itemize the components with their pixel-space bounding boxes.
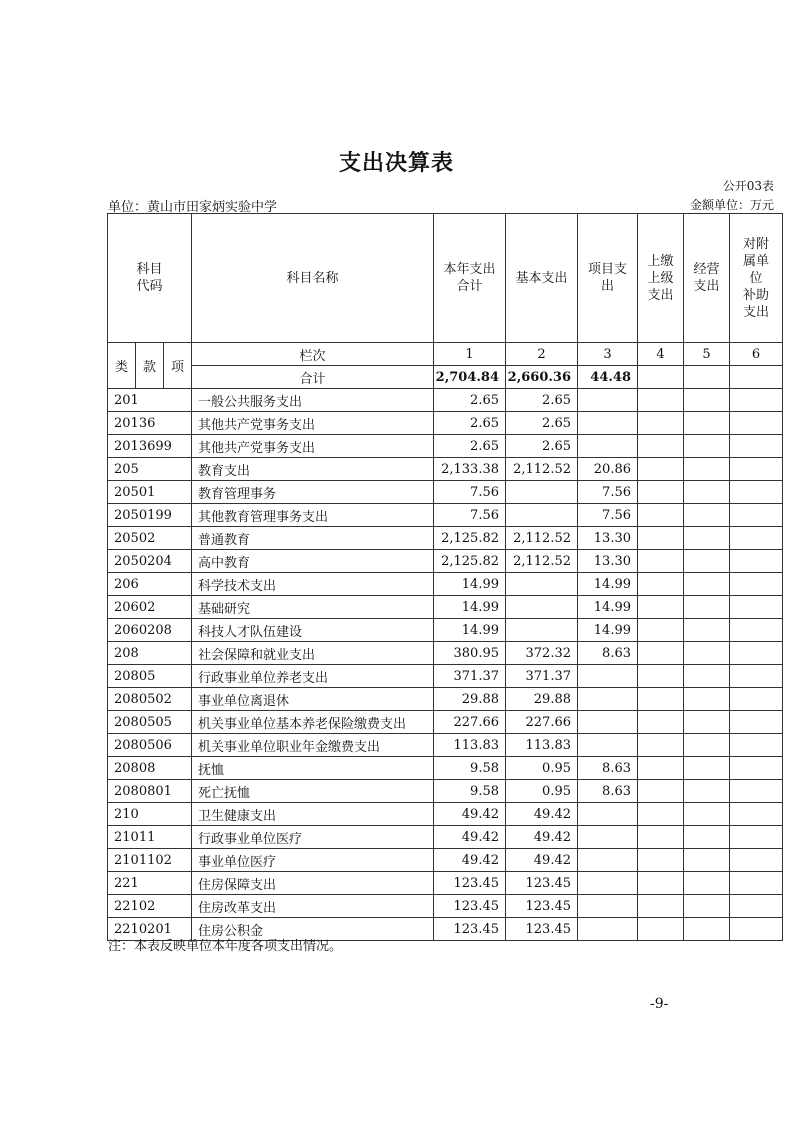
- header-operate-text: 经营 支出: [693, 262, 720, 294]
- row-subsidy: [730, 642, 783, 665]
- row-total: 29.88: [434, 688, 506, 711]
- row-total: 49.42: [434, 826, 506, 849]
- row-subsidy: [730, 688, 783, 711]
- row-name: 社会保障和就业支出: [192, 642, 434, 665]
- row-basic: [506, 481, 578, 504]
- row-basic: [506, 619, 578, 642]
- row-subsidy: [730, 504, 783, 527]
- xiang-label: 项: [164, 343, 192, 389]
- row-total: 9.58: [434, 780, 506, 803]
- row-basic: 2.65: [506, 389, 578, 412]
- row-operate: [684, 458, 730, 481]
- row-total: 7.56: [434, 504, 506, 527]
- col-num-1: 1: [434, 343, 506, 366]
- row-project: 8.63: [578, 780, 638, 803]
- row-remit: [638, 435, 684, 458]
- row-name: 高中教育: [192, 550, 434, 573]
- row-code: 2210201: [108, 918, 192, 941]
- header-basic: 基本支出: [506, 214, 578, 343]
- row-remit: [638, 550, 684, 573]
- row-project: 20.86: [578, 458, 638, 481]
- row-project: [578, 688, 638, 711]
- row-operate: [684, 665, 730, 688]
- row-name: 住房改革支出: [192, 895, 434, 918]
- row-code: 201: [108, 389, 192, 412]
- row-project: [578, 711, 638, 734]
- row-code: 2013699: [108, 435, 192, 458]
- row-subsidy: [730, 619, 783, 642]
- row-subsidy: [730, 918, 783, 941]
- amount-unit: 金额单位：万元: [689, 198, 774, 212]
- row-code: 2080502: [108, 688, 192, 711]
- row-remit: [638, 803, 684, 826]
- row-remit: [638, 757, 684, 780]
- row-code: 21011: [108, 826, 192, 849]
- row-total: 123.45: [434, 872, 506, 895]
- row-basic: 49.42: [506, 803, 578, 826]
- row-basic: 227.66: [506, 711, 578, 734]
- header-project-text: 项目支 出: [587, 262, 627, 294]
- row-name: 其他共产党事务支出: [192, 412, 434, 435]
- row-project: 13.30: [578, 527, 638, 550]
- row-subsidy: [730, 458, 783, 481]
- row-basic: [506, 573, 578, 596]
- row-name: 行政事业单位医疗: [192, 826, 434, 849]
- row-project: [578, 389, 638, 412]
- row-subsidy: [730, 412, 783, 435]
- col-num-4: 4: [638, 343, 684, 366]
- row-total: 2,133.38: [434, 458, 506, 481]
- row-code: 2050204: [108, 550, 192, 573]
- row-name: 基础研究: [192, 596, 434, 619]
- row-project: 13.30: [578, 550, 638, 573]
- row-subsidy: [730, 780, 783, 803]
- row-total: 380.95: [434, 642, 506, 665]
- row-remit: [638, 642, 684, 665]
- table-row: [108, 734, 783, 757]
- row-operate: [684, 481, 730, 504]
- row-project: [578, 734, 638, 757]
- total-label: 合计: [192, 366, 434, 389]
- row-subsidy: [730, 596, 783, 619]
- row-subsidy: [730, 849, 783, 872]
- row-project: [578, 918, 638, 941]
- row-project: [578, 872, 638, 895]
- row-name: 其他教育管理事务支出: [192, 504, 434, 527]
- table-row: [108, 688, 783, 711]
- row-remit: [638, 573, 684, 596]
- row-name: 其他共产党事务支出: [192, 435, 434, 458]
- row-basic: 2,112.52: [506, 527, 578, 550]
- table-row: [108, 803, 783, 826]
- row-subsidy: [730, 389, 783, 412]
- row-code: 20805: [108, 665, 192, 688]
- row-basic: [506, 504, 578, 527]
- row-project: 14.99: [578, 573, 638, 596]
- header-operate: [684, 214, 730, 343]
- row-project: 8.63: [578, 642, 638, 665]
- row-subsidy: [730, 435, 783, 458]
- table-row: [108, 458, 783, 481]
- table-row: [108, 481, 783, 504]
- row-basic: 123.45: [506, 895, 578, 918]
- table-row: [108, 596, 783, 619]
- row-total: 371.37: [434, 665, 506, 688]
- row-subsidy: [730, 734, 783, 757]
- row-operate: [684, 642, 730, 665]
- row-remit: [638, 596, 684, 619]
- row-code: 206: [108, 573, 192, 596]
- table-row: [108, 826, 783, 849]
- row-subsidy: [730, 872, 783, 895]
- row-operate: [684, 527, 730, 550]
- row-operate: [684, 803, 730, 826]
- row-operate: [684, 688, 730, 711]
- row-name: 住房公积金: [192, 918, 434, 941]
- col-num-5: 5: [684, 343, 730, 366]
- row-operate: [684, 734, 730, 757]
- row-subsidy: [730, 550, 783, 573]
- total-value-5: [684, 366, 730, 389]
- row-basic: 2,112.52: [506, 458, 578, 481]
- row-remit: [638, 849, 684, 872]
- total-value-3: 44.48: [578, 366, 638, 389]
- row-name: 机关事业单位职业年金缴费支出: [192, 734, 434, 757]
- row-remit: [638, 504, 684, 527]
- row-basic: [506, 596, 578, 619]
- table-row: [108, 665, 783, 688]
- table-row: [108, 757, 783, 780]
- table-row: [108, 527, 783, 550]
- row-remit: [638, 389, 684, 412]
- row-code: 2080505: [108, 711, 192, 734]
- row-basic: 113.83: [506, 734, 578, 757]
- row-code: 22102: [108, 895, 192, 918]
- row-name: 住房保障支出: [192, 872, 434, 895]
- header-subject-code: [108, 214, 192, 343]
- row-remit: [638, 481, 684, 504]
- table-row: [108, 642, 783, 665]
- row-project: [578, 665, 638, 688]
- row-code: 221: [108, 872, 192, 895]
- row-remit: [638, 711, 684, 734]
- row-basic: 49.42: [506, 826, 578, 849]
- table-row: [108, 435, 783, 458]
- row-subsidy: [730, 665, 783, 688]
- row-operate: [684, 711, 730, 734]
- row-name: 事业单位离退休: [192, 688, 434, 711]
- page-number: -9-: [650, 996, 669, 1012]
- row-project: 8.63: [578, 757, 638, 780]
- row-subsidy: [730, 481, 783, 504]
- row-name: 卫生健康支出: [192, 803, 434, 826]
- table-note: 注：本表反映单位本年度各项支出情况。: [108, 939, 343, 954]
- total-row: [108, 366, 783, 389]
- reporting-unit: 单位：黄山市田家炳实验中学: [108, 200, 278, 215]
- row-basic: 123.45: [506, 918, 578, 941]
- row-name: 抚恤: [192, 757, 434, 780]
- row-project: [578, 435, 638, 458]
- row-operate: [684, 389, 730, 412]
- row-code: 20808: [108, 757, 192, 780]
- row-project: [578, 895, 638, 918]
- row-operate: [684, 757, 730, 780]
- header-project: [578, 214, 638, 343]
- row-operate: [684, 849, 730, 872]
- row-project: 7.56: [578, 481, 638, 504]
- row-code: 20501: [108, 481, 192, 504]
- header-remit-text: 上缴 上级 支出: [647, 253, 674, 303]
- row-subsidy: [730, 757, 783, 780]
- row-basic: 2.65: [506, 412, 578, 435]
- col-num-6: 6: [730, 343, 783, 366]
- header-total-text: 本年支出 合计: [443, 262, 496, 294]
- row-operate: [684, 918, 730, 941]
- row-name: 教育支出: [192, 458, 434, 481]
- row-total: 123.45: [434, 918, 506, 941]
- row-total: 14.99: [434, 573, 506, 596]
- row-name: 行政事业单位养老支出: [192, 665, 434, 688]
- row-name: 普通教育: [192, 527, 434, 550]
- row-operate: [684, 780, 730, 803]
- total-value-2: 2,660.36: [506, 366, 578, 389]
- row-operate: [684, 895, 730, 918]
- col-num-3: 3: [578, 343, 638, 366]
- col-num-2: 2: [506, 343, 578, 366]
- row-project: 14.99: [578, 619, 638, 642]
- row-code: 208: [108, 642, 192, 665]
- row-remit: [638, 665, 684, 688]
- row-project: [578, 826, 638, 849]
- header-code-text: 科目 代码: [136, 262, 163, 294]
- row-code: 20602: [108, 596, 192, 619]
- column-label: 栏次: [192, 343, 434, 366]
- row-basic: 29.88: [506, 688, 578, 711]
- column-number-row: [108, 343, 783, 366]
- row-code: 2080506: [108, 734, 192, 757]
- row-basic: 2.65: [506, 435, 578, 458]
- header-row: [108, 214, 783, 343]
- table-row: [108, 573, 783, 596]
- row-operate: [684, 504, 730, 527]
- row-code: 2101102: [108, 849, 192, 872]
- row-name: 死亡抚恤: [192, 780, 434, 803]
- row-subsidy: [730, 573, 783, 596]
- row-subsidy: [730, 711, 783, 734]
- row-name: 一般公共服务支出: [192, 389, 434, 412]
- form-number: 公开03表: [722, 179, 774, 193]
- row-total: 2.65: [434, 412, 506, 435]
- row-operate: [684, 412, 730, 435]
- row-remit: [638, 872, 684, 895]
- row-code: 2050199: [108, 504, 192, 527]
- row-name: 教育管理事务: [192, 481, 434, 504]
- row-total: 14.99: [434, 596, 506, 619]
- row-total: 123.45: [434, 895, 506, 918]
- row-remit: [638, 734, 684, 757]
- row-name: 机关事业单位基本养老保险缴费支出: [192, 711, 434, 734]
- row-basic: 0.95: [506, 757, 578, 780]
- table-row: [108, 619, 783, 642]
- row-project: [578, 803, 638, 826]
- row-total: 2.65: [434, 389, 506, 412]
- row-name: 事业单位医疗: [192, 849, 434, 872]
- row-code: 2060208: [108, 619, 192, 642]
- row-project: 7.56: [578, 504, 638, 527]
- table-row: [108, 711, 783, 734]
- row-code: 210: [108, 803, 192, 826]
- row-total: 2,125.82: [434, 550, 506, 573]
- total-value-1: 2,704.84: [434, 366, 506, 389]
- row-basic: 123.45: [506, 872, 578, 895]
- row-remit: [638, 826, 684, 849]
- row-subsidy: [730, 803, 783, 826]
- table-row: [108, 780, 783, 803]
- row-remit: [638, 895, 684, 918]
- table-row: [108, 504, 783, 527]
- row-basic: 49.42: [506, 849, 578, 872]
- row-total: 227.66: [434, 711, 506, 734]
- table-row: [108, 389, 783, 412]
- expenditure-table: [107, 213, 783, 941]
- row-total: 49.42: [434, 849, 506, 872]
- row-code: 20136: [108, 412, 192, 435]
- kuan-label: 款: [136, 343, 164, 389]
- row-total: 14.99: [434, 619, 506, 642]
- page-title: 支出决算表: [338, 151, 454, 176]
- row-total: 2.65: [434, 435, 506, 458]
- row-total: 7.56: [434, 481, 506, 504]
- row-operate: [684, 596, 730, 619]
- row-basic: 0.95: [506, 780, 578, 803]
- row-operate: [684, 872, 730, 895]
- row-total: 9.58: [434, 757, 506, 780]
- row-remit: [638, 619, 684, 642]
- row-remit: [638, 458, 684, 481]
- row-remit: [638, 527, 684, 550]
- table-row: [108, 550, 783, 573]
- row-code: 205: [108, 458, 192, 481]
- row-subsidy: [730, 895, 783, 918]
- row-operate: [684, 550, 730, 573]
- row-remit: [638, 412, 684, 435]
- row-operate: [684, 826, 730, 849]
- row-remit: [638, 780, 684, 803]
- row-total: 2,125.82: [434, 527, 506, 550]
- table-row: [108, 412, 783, 435]
- table-row: [108, 895, 783, 918]
- row-code: 20502: [108, 527, 192, 550]
- header-subject-name: 科目名称: [192, 214, 434, 343]
- row-project: [578, 849, 638, 872]
- row-basic: 2,112.52: [506, 550, 578, 573]
- table-row: [108, 849, 783, 872]
- row-basic: 372.32: [506, 642, 578, 665]
- header-subsidy: [730, 214, 783, 343]
- row-remit: [638, 918, 684, 941]
- row-operate: [684, 573, 730, 596]
- row-total: 113.83: [434, 734, 506, 757]
- row-name: 科学技术支出: [192, 573, 434, 596]
- row-operate: [684, 435, 730, 458]
- row-total: 49.42: [434, 803, 506, 826]
- row-project: [578, 412, 638, 435]
- row-name: 科技人才队伍建设: [192, 619, 434, 642]
- row-operate: [684, 619, 730, 642]
- total-value-4: [638, 366, 684, 389]
- table-row: [108, 872, 783, 895]
- lei-label: 类: [108, 343, 136, 389]
- total-value-6: [730, 366, 783, 389]
- header-subsidy-text: 对附 属单 位 补助 支出: [742, 236, 769, 320]
- row-subsidy: [730, 527, 783, 550]
- row-subsidy: [730, 826, 783, 849]
- header-remit: [638, 214, 684, 343]
- row-project: 14.99: [578, 596, 638, 619]
- header-total: [434, 214, 506, 343]
- row-code: 2080801: [108, 780, 192, 803]
- row-basic: 371.37: [506, 665, 578, 688]
- row-remit: [638, 688, 684, 711]
